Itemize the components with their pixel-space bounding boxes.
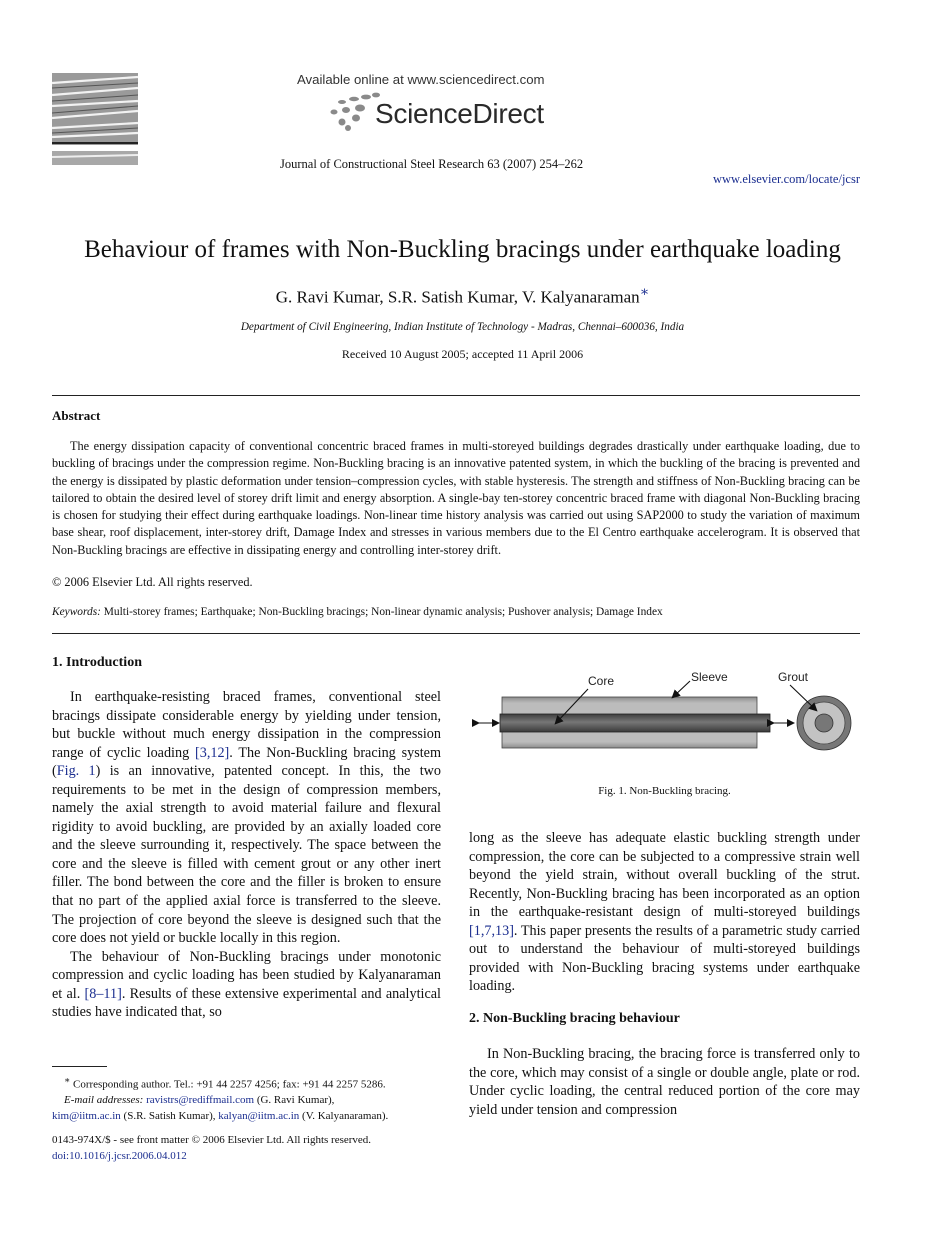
- section2-paragraph-1: In Non-Buckling bracing, the bracing force is transferred only to the core, which may consist of a single or double angle, plate or rod. Under cyclic loading, the central reduced portion of the core may yield under tension and compression: [469, 1046, 860, 1118]
- email-label: E-mail addresses:: [64, 1094, 144, 1107]
- email-line: [52, 1093, 452, 1109]
- grout-label: Grout: [778, 670, 809, 684]
- corresponding-author-note: [52, 1073, 452, 1093]
- email-link-satish[interactable]: kim@iitm.ac.in: [52, 1109, 121, 1122]
- intro-paragraph-1: [52, 688, 441, 948]
- text: long as the sleeve has adequate elastic buckling strength under compression, the core can be subjected to a compressive strain well beyond the yield strain, without overall buckling of the strut. Recently, Non-Buckling bracing has been incorporated as an option in the earthquake-resistant design of multi-storeyed buildings: [469, 830, 860, 921]
- text: ) is an innovative, patented concept. In this, the two requirements to be met in the design of compression members, namely the axial strength to avoid material failure and flexural rigidity to avoid buckling, are provided by an axially loaded core and the sleeve surrounding it, respectively. The space between the core and the sleeve is filled with cement grout or any other inert filler. The bond between the core and the filler is broken to ensure that no part of the applied axial force is transferred to the sleeve. The projection of core beyond the sleeve is designed such that the core does not yield or buckle locally in this region.: [52, 763, 441, 947]
- elsevier-tree-logo: [52, 73, 138, 165]
- sleeve-label: Sleeve: [691, 670, 728, 684]
- text: (G. Ravi Kumar),: [254, 1094, 335, 1107]
- core-label: Core: [588, 674, 615, 688]
- section-heading-introduction: 1. Introduction: [52, 655, 142, 670]
- issn-copyright: 0143-974X/$ - see front matter © 2006 Elsevier Ltd. All rights reserved.: [52, 1134, 372, 1146]
- journal-citation: Journal of Constructional Steel Research 63 (2007) 254–262: [280, 157, 584, 171]
- sciencedirect-wordmark: ScienceDirect: [375, 98, 544, 129]
- affiliation: Department of Civil Engineering, Indian Institute of Technology - Madras, Chennai–600036, India: [240, 321, 685, 333]
- abstract-paragraph: The energy dissipation capacity of conventional concentric braced frames in multi-storeyed buildings degrades drastically under earthquake loading, due to buckling of bracings under the compression regime. Non-Buckling bracing is an innovative patented system, in which the buckling of the bracing is prevented and the energy is dissipated by plastic deformation under tension–compression cycles, with stable hysteresis. The strength and stiffness of Non-Buckling bracing can be tailored to obtain the desired level of storey drift limit and energy absorption. A single-bay ten-storey concentric braced frame with diagonal Non-Buckling bracing is chosen for studying their effect during earthquake loadings. Non-linear time history analysis was carried out using SAP2000 to study the variation of maximum base shear, roof displacement, inter-storey drift, Damage Index and stresses in various members due to the El Centro earthquake accelerogram. It is observed that Non-Buckling bracings are effective in dissipating energy and controlling inter-storey drift.: [52, 439, 860, 557]
- footnote-mark: ∗: [64, 1075, 71, 1085]
- abstract-copyright: © 2006 Elsevier Ltd. All rights reserved.: [52, 575, 253, 589]
- intro-paragraph-2: [52, 948, 441, 1022]
- section-heading-behaviour: 2. Non-Buckling bracing behaviour: [469, 1011, 680, 1026]
- keywords-text: Multi-storey frames; Earthquake; Non-Buckling bracings; Non-linear dynamic analysis; Pushover analysis; Damage Index: [103, 606, 663, 618]
- footnote-divider: [52, 1066, 107, 1067]
- right-column-top: [469, 829, 860, 996]
- abstract-heading: Abstract: [52, 408, 101, 423]
- citation-link[interactable]: [8–11]: [84, 985, 122, 1002]
- authors-text: G. Ravi Kumar, S.R. Satish Kumar, V. Kalyanaraman: [275, 287, 640, 307]
- received-dates: Received 10 August 2005; accepted 11 April 2006: [341, 347, 584, 361]
- keywords-label: Keywords:: [52, 606, 101, 618]
- corresponding-author-mark-link[interactable]: ∗: [639, 284, 650, 300]
- divider: [52, 395, 860, 396]
- footnote: [52, 1073, 452, 1124]
- right-column-bottom: [469, 1045, 860, 1119]
- divider: [52, 633, 860, 634]
- core: [500, 714, 770, 732]
- figure-caption: Fig. 1. Non-Buckling bracing.: [598, 785, 731, 797]
- front-matter: [52, 1133, 371, 1164]
- sciencedirect-available-online: Available online at www.sciencedirect.com: [297, 72, 545, 87]
- keywords: [52, 606, 663, 618]
- article-title: Behaviour of frames with Non-Buckling bracings under earthquake loading: [84, 236, 841, 263]
- email-line-2: [52, 1109, 452, 1125]
- citation-link[interactable]: [3,12]: [195, 744, 230, 761]
- doi-link[interactable]: doi:10.1016/j.jcsr.2006.04.012: [52, 1149, 187, 1162]
- citation-link[interactable]: [1,7,13]: [469, 922, 514, 939]
- text: (V. Kalyanaraman).: [299, 1109, 389, 1122]
- email-link-kalyan[interactable]: kalyan@iitm.ac.in: [218, 1109, 300, 1122]
- journal-url-link[interactable]: www.elsevier.com/locate/jcsr: [712, 172, 860, 186]
- abstract-body: [52, 438, 860, 559]
- text: . The Non-Buckling bracing system (: [52, 744, 441, 780]
- text: . This paper presents the results of a parametric study carried out to understand the behaviour of multi-storeyed buildings provided with Non-Buckling bracing systems under earthquake loading.: [469, 922, 860, 995]
- text: The behaviour of Non-Buckling bracings under monotonic compression and cyclic loading has been studied by Kalyanaraman et al.: [52, 948, 441, 1002]
- left-column: [52, 688, 441, 1022]
- text: Corresponding author. Tel.: +91 44 2257 4256; fax: +91 44 2257 5286.: [70, 1078, 386, 1091]
- figure-1-link[interactable]: Fig. 1: [56, 763, 96, 780]
- text: . Results of these extensive experimental and analytical studies have indicated that, so: [52, 985, 441, 1021]
- text: In earthquake-resisting braced frames, conventional steel bracings dissipate considerable energy by yielding under tension, but buckle without much energy dissipation in the compression range of cyclic loading: [52, 689, 441, 761]
- text: (S.R. Satish Kumar),: [120, 1109, 219, 1122]
- figure-non-buckling-bracing: [468, 665, 863, 760]
- intro-paragraph-2-continued: [469, 829, 860, 996]
- section-core: [815, 714, 833, 732]
- author-list: [0, 284, 925, 308]
- email-link-ravi[interactable]: ravistrs@rediffmail.com: [146, 1094, 255, 1107]
